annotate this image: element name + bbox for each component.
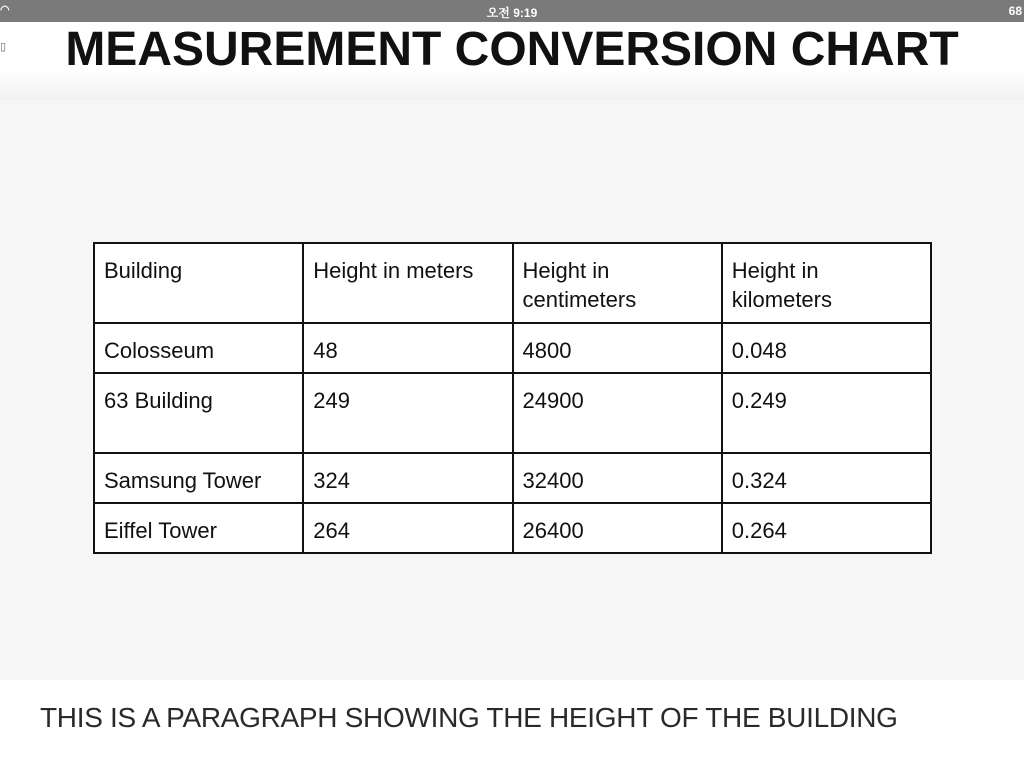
status-time: 오전 9:19 bbox=[486, 6, 538, 20]
table-row bbox=[94, 373, 931, 453]
cell-centimeters: 4800 bbox=[513, 323, 722, 373]
cell-meters: 264 bbox=[303, 503, 512, 553]
cell-building: 63 Building bbox=[94, 373, 303, 453]
cell-kilometers: 0.048 bbox=[722, 323, 931, 373]
table-row bbox=[94, 453, 931, 503]
cell-meters: 324 bbox=[303, 453, 512, 503]
table-header-row bbox=[94, 243, 931, 323]
cell-building: Eiffel Tower bbox=[94, 503, 303, 553]
header-building: Building bbox=[94, 243, 303, 323]
cell-building: Samsung Tower bbox=[94, 453, 303, 503]
table-row bbox=[94, 323, 931, 373]
cell-centimeters: 26400 bbox=[513, 503, 722, 553]
status-bar bbox=[0, 0, 1024, 22]
header-meters: Height in meters bbox=[303, 243, 512, 323]
caption-band bbox=[0, 680, 1024, 768]
slide-content bbox=[0, 100, 1024, 680]
caption-text: THIS IS A PARAGRAPH SHOWING THE HEIGHT OF THE BUILDING bbox=[40, 702, 898, 733]
cell-building: Colosseum bbox=[94, 323, 303, 373]
title-band bbox=[0, 22, 1024, 100]
cell-centimeters: 24900 bbox=[513, 373, 722, 453]
sidebar-handle-icon[interactable]: ▯ bbox=[0, 41, 7, 53]
cell-meters: 48 bbox=[303, 323, 512, 373]
header-kilometers: Height in kilometers bbox=[722, 243, 931, 323]
cell-kilometers: 0.249 bbox=[722, 373, 931, 453]
table-row bbox=[94, 503, 931, 553]
page-title: MEASUREMENT CONVERSION CHART bbox=[65, 23, 959, 76]
cell-kilometers: 0.264 bbox=[722, 503, 931, 553]
conversion-table bbox=[93, 242, 932, 554]
cell-meters: 249 bbox=[303, 373, 512, 453]
header-centimeters: Height in centimeters bbox=[513, 243, 722, 323]
battery-level: 68 bbox=[1008, 4, 1022, 18]
cell-centimeters: 32400 bbox=[513, 453, 722, 503]
cell-kilometers: 0.324 bbox=[722, 453, 931, 503]
wifi-icon: ◠ bbox=[0, 4, 10, 16]
